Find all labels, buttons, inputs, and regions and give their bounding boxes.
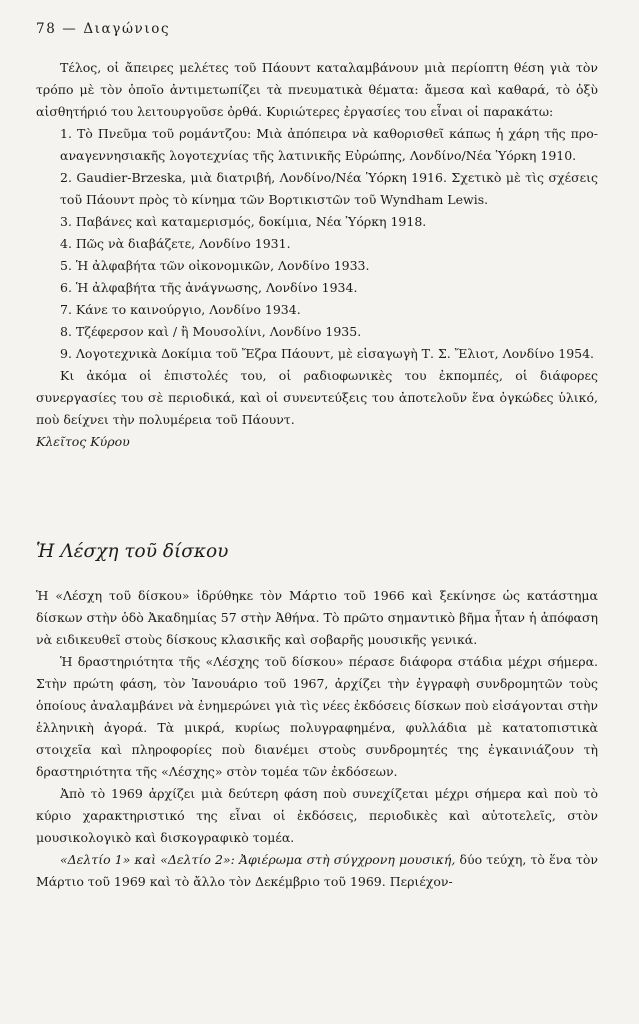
header-separator: — xyxy=(62,21,78,37)
list-item: 5. Ἡ ἀλφαβήτα τῶν οἰκονομικῶν, Λονδίνο 1933. xyxy=(60,258,370,273)
paragraph: Ἡ «Λέσχη τοῦ δίσκου» ἱδρύθηκε τὸν Μάρτιο τοῦ 1966 καὶ ξεκίνησε ὡς κατάστημα δίσκων στὴν ὁδὸ Ἀκαδημίας 57 στὴν Ἀθήνα. Τὸ πρῶτο σημαντικὸ βῆμα ἦταν ἡ ἀπόφαση νὰ ειδικευθεῖ στοὺς δίσκους κλασικῆς καὶ σοβαρῆς μουσικῆς γενικά. xyxy=(36,588,598,647)
journal-title: Διαγώνιος xyxy=(83,21,171,37)
list-item: 1. Τὸ Πνεῦμα τοῦ ρομάντζου: Μιὰ ἀπόπειρα νὰ καθορισθεῖ κάπως ἡ χάρη τῆς προ-αναγεννησιακῆς λογοτεχνίας τῆς λατινικῆς Εὐρώπης, Λονδίνο/Νέα Ὑόρκη 1910. xyxy=(60,126,598,163)
intro-paragraph: Τέλος, οἱ ἄπειρες μελέτες τοῦ Πάουντ καταλαμβάνουν μιὰ περίοπτη θέση γιὰ τὸν τρόπο μὲ τὸν ὁποῖο ἀντιμετωπίζει τὰ πνευματικὰ θέματα: ἄμεσα καὶ καθαρά, τὸ ὀξὺ αἰσθητήριό του λειτουργοῦσε ὀρθά. Κυριώτερες ἐργασίες του εἶναι οἱ παρακάτω: xyxy=(36,60,598,119)
article-record-club xyxy=(36,585,598,893)
list-item: 7. Κάνε το καινούργιο, Λονδίνο 1934. xyxy=(60,302,301,317)
list-item: 8. Τζέφερσον καὶ / ἢ Μουσολίνι, Λονδίνο 1935. xyxy=(60,324,362,339)
article-pound-section xyxy=(36,57,598,453)
section-title: Ἡ Λέσχη τοῦ δίσκου xyxy=(36,541,229,562)
list-item: 9. Λογοτεχνικὰ Δοκίμια τοῦ Ἔζρα Πάουντ, μὲ εἰσαγωγὴ Τ. Σ. Ἔλιοτ, Λονδίνο 1954. xyxy=(60,346,595,361)
list-item: 2. Gaudier-Brzeska, μιὰ διατριβή, Λονδίνο/Νέα Ὑόρκη 1916. Σχετικὸ μὲ τὶς σχέσεις τοῦ Πάουντ πρὸς τὸ κίνημα τῶν Βορτικιστῶν τοῦ Wyndham Lewis. xyxy=(60,170,598,207)
page-number: 78 xyxy=(36,21,57,37)
paragraph: Ἀπὸ τὸ 1969 ἀρχίζει μιὰ δεύτερη φάση ποὺ συνεχίζεται μέχρι σήμερα καὶ ποὺ τὸ κύριο χαρακτηριστικό της εἶναι οἱ ἐκδόσεις, περιοδικὲς καὶ αὐτοτελεῖς, στὸν μουσικολογικὸ καὶ δισκογραφικὸ τομέα. xyxy=(36,786,598,845)
list-item: 4. Πῶς νὰ διαβάζετε, Λονδίνο 1931. xyxy=(60,236,291,251)
author-signature: Κλεῖτος Κύρου xyxy=(36,434,130,449)
paragraph: Ἡ δραστηριότητα τῆς «Λέσχης τοῦ δίσκου» πέρασε διάφορα στάδια μέχρι σήμερα. Στὴν πρώτη φάση, τὸν Ἰανουάριο τοῦ 1967, ἀρχίζει τὴν ἐγγραφὴ συνδρομητῶν τοὺς ὁποίους ἀναλαμβάνει νὰ ἐνημερώνει γιὰ τὶς νέες ἐκδόσεις δίσκων ποὺ εἰσάγονται στὴν ἑλληνικὴ ἀγορά. Τὰ μικρά, κυρίως πολυγραφημένα, φυλλάδια μὲ κατατοπιστικὰ στοιχεῖα καὶ πληροφορίες ποὺ διανέμει στοὺς συνδρομητές της ἐγκαινιάζουν τὴ δραστηριότητα τῆς «Λέσχης» στὸν τομέα τῶν ἐκδόσεων. xyxy=(36,654,598,779)
bulletin-title: «Δελτίο 1» καὶ «Δελτίο 2»: Ἀφιέρωμα στὴ σύγχρονη μουσική, xyxy=(60,852,456,867)
running-header xyxy=(36,21,170,37)
closing-paragraph: Κι ἀκόμα οἱ ἐπιστολές του, οἱ ραδιοφωνικὲς του ἐκπομπές, οἱ διάφορες συνεργασίες του σὲ περιοδικά, καὶ οἱ συνεντεύξεις του ἀποτελοῦν ἕνα ὀγκώδες ὑλικό, ποὺ δείχνει τὴν πολυμέρεια τοῦ Πάουντ. xyxy=(36,368,598,427)
paragraph xyxy=(36,849,598,893)
works-list xyxy=(36,123,598,365)
list-item: 3. Παβάνες καὶ καταμερισμός, δοκίμια, Νέα Ὑόρκη 1918. xyxy=(60,214,427,229)
bulletin-description: δύο τεύχη, τὸ ἕνα τὸν Μάρτιο τοῦ 1969 καὶ τὸ ἄλλο τὸν Δεκέμβριο τοῦ 1969. Περιέχον- xyxy=(36,852,598,889)
list-item: 6. Ἡ ἀλφαβήτα τῆς ἀνάγνωσης, Λονδίνο 1934. xyxy=(60,280,358,295)
